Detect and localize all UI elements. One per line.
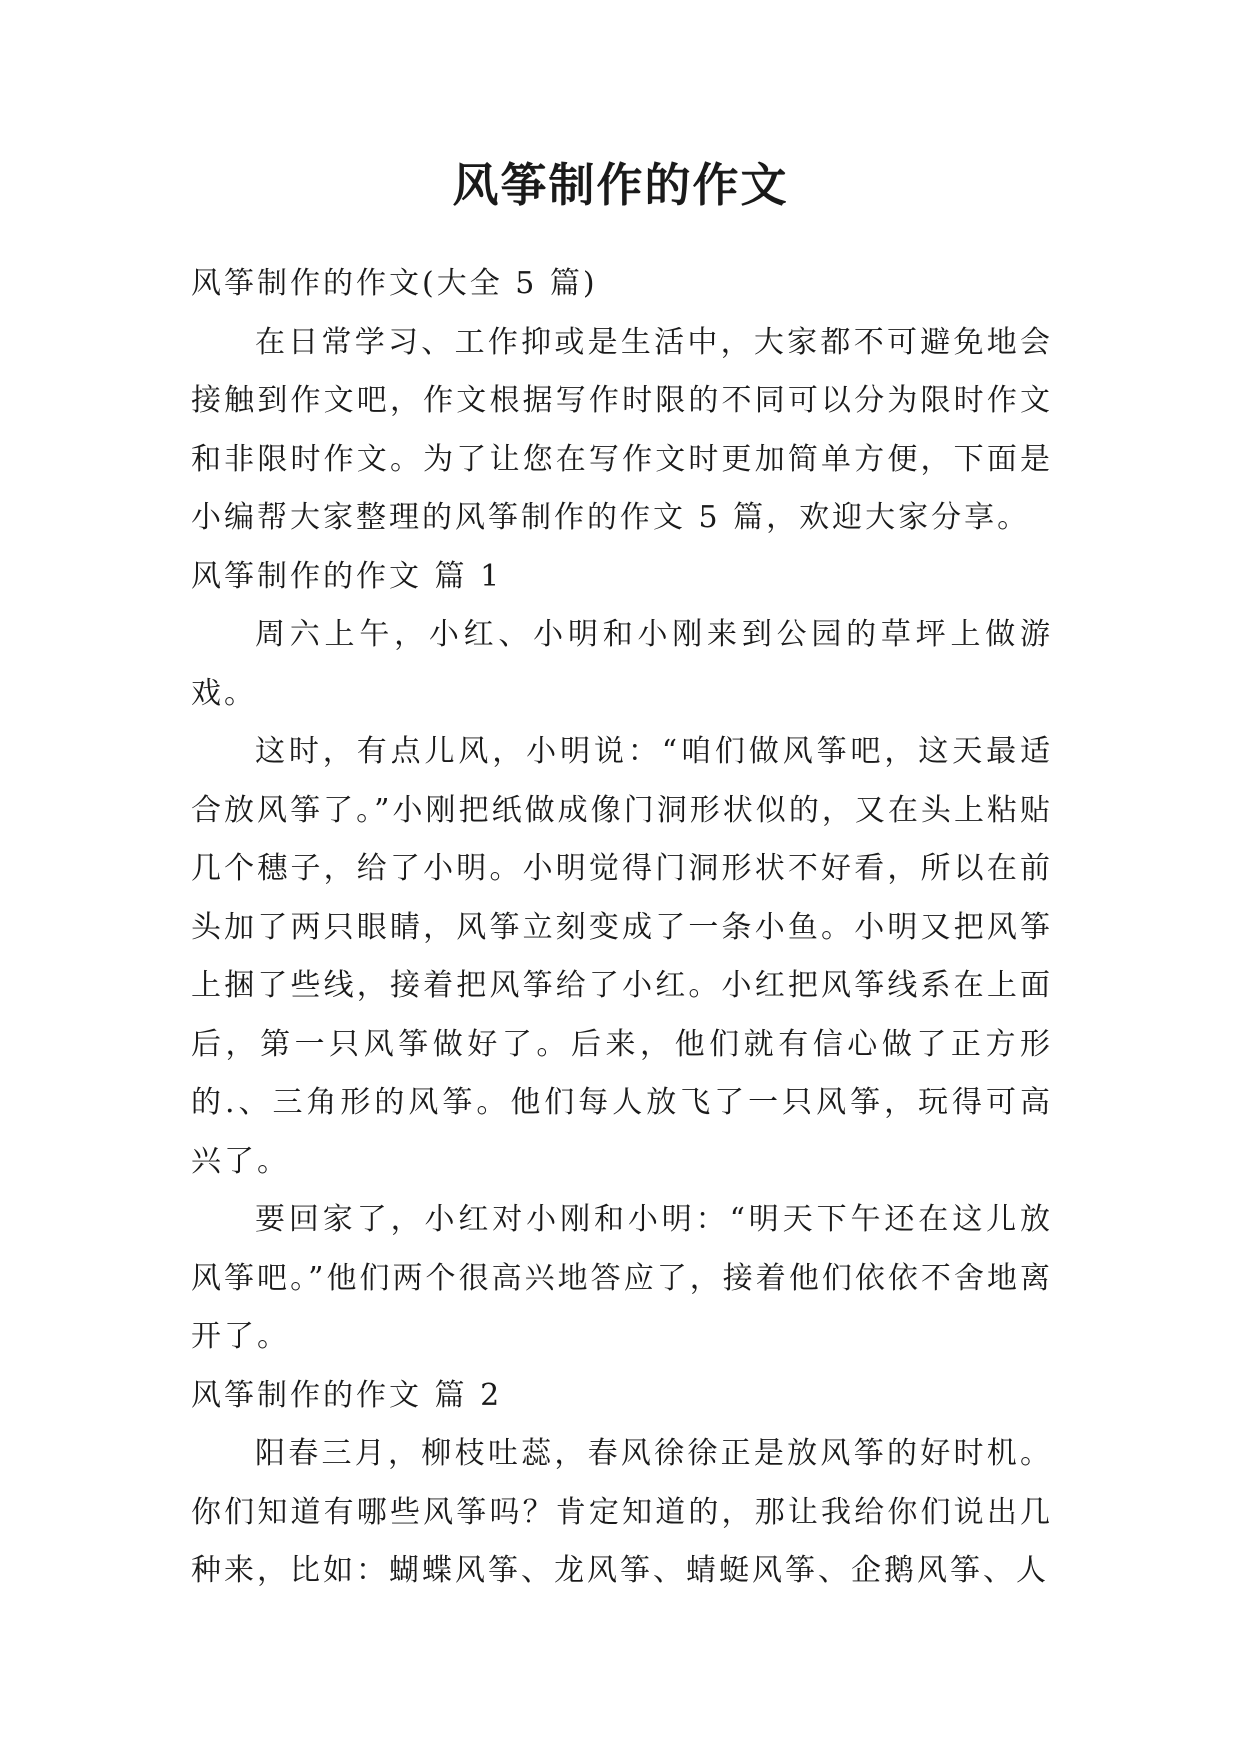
section-2-paragraph-1: 阳春三月，柳枝吐蕊，春风徐徐正是放风筝的好时机。你们知道有哪些风筝吗？肯定知道的，那让我给你们说出几种来，比如：蝴蝶风筝、龙风筝、蜻蜓风筝、企鹅风筝、人 [191, 1436, 1053, 1588]
section-1-paragraph-3: 要回家了，小红对小刚和小明：“明天下午还在这儿放风筝吧。”他们两个很高兴地答应了，接着他们依依不舍地离开了。 [191, 1202, 1053, 1354]
section-2-heading: 风筝制作的作文 篇 2 [191, 1377, 503, 1413]
document-body [191, 255, 1053, 1601]
section-1-heading: 风筝制作的作文 篇 1 [191, 558, 503, 594]
section-1-paragraph-1: 周六上午，小红、小明和小刚来到公园的草坪上做游戏。 [191, 617, 1053, 711]
document-title: 风筝制作的作文 [452, 158, 789, 212]
document-subtitle: 风筝制作的作文(大全 5 篇) [191, 266, 598, 301]
intro-paragraph: 在日常学习、工作抑或是生活中，大家都不可避免地会接触到作文吧，作文根据写作时限的不同可以分为限时作文和非限时作文。为了让您在写作文时更加简单方便，下面是小编帮大家整理的风筝制作的作文 5 篇，欢迎大家分享。 [191, 324, 1053, 535]
section-1-paragraph-2: 这时，有点儿风，小明说：“咱们做风筝吧，这天最适合放风筝了。”小刚把纸做成像门洞形状似的，又在头上粘贴几个穗子，给了小明。小明觉得门洞形状不好看，所以在前头加了两只眼睛，风筝立刻变成了一条小鱼。小明又把风筝上捆了些线，接着把风筝给了小红。小红把风筝线系在上面后，第一只风筝做好了。后来，他们就有信心做了正方形的.、三角形的风筝。他们每人放飞了一只风筝，玩得可高兴了。 [191, 734, 1053, 1179]
